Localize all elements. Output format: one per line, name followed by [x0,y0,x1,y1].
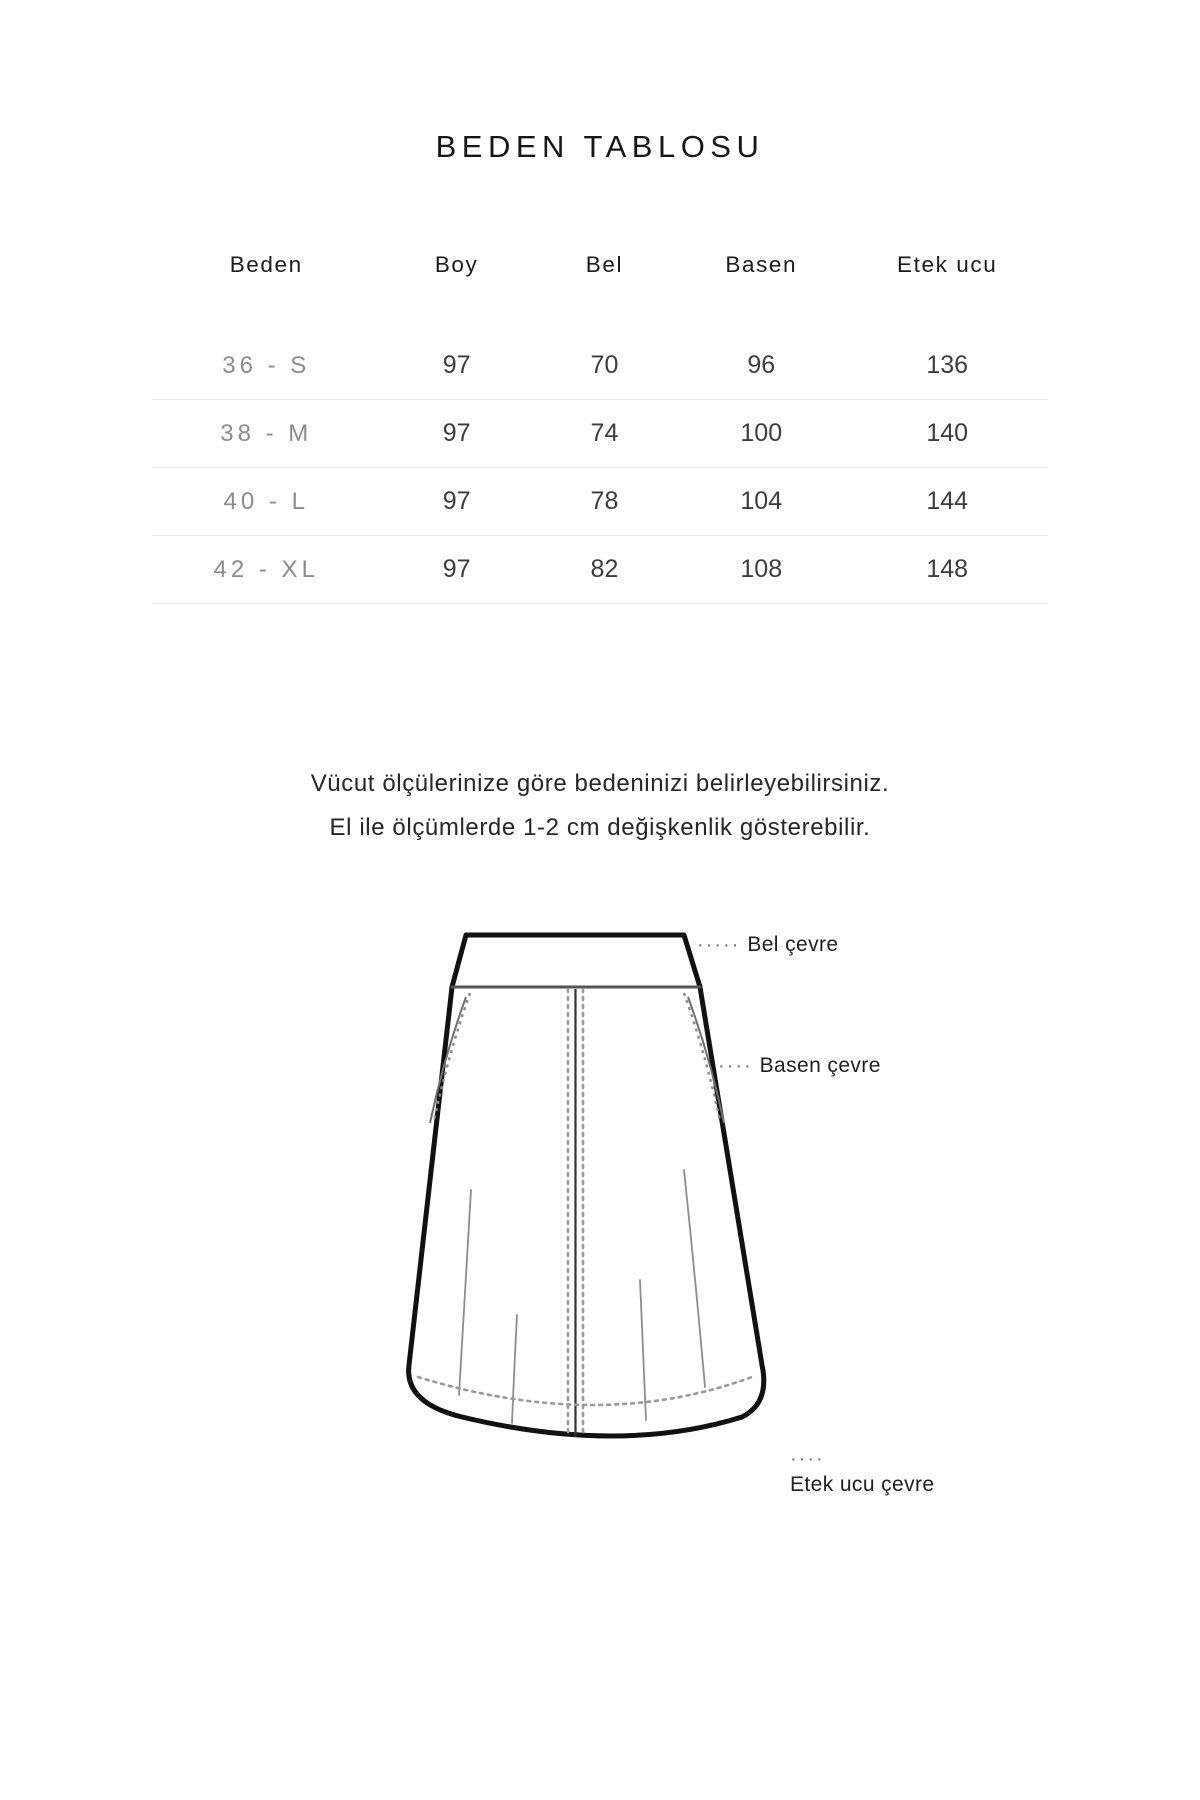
size-table [152,252,1048,604]
cell-beden: 38 - M [152,400,380,468]
cell-beden: 40 - L [152,468,380,536]
cell-basen: 108 [676,536,846,604]
cell-boy: 97 [380,400,532,468]
callout-label-etek-ucu: Etek ucu çevre [790,1473,935,1496]
table-row [152,332,1048,400]
column-header-etek-ucu: Etek ucu [897,252,998,277]
cell-etek-ucu: 148 [846,536,1048,604]
callout-basen-cevre [718,1054,881,1078]
table-row [152,400,1048,468]
skirt-technical-drawing [0,925,1200,1525]
note-line-1: Vücut ölçülerinize göre bedeninizi belirleyebilirsiniz. [310,770,890,797]
table-header-row [152,252,1048,332]
column-header-boy: Boy [434,252,479,277]
table-header [152,252,1048,332]
callout-label-bel: Bel çevre [747,933,839,956]
column-header-bel: Bel [585,252,624,277]
skirt-illustration [0,925,1200,1525]
cell-bel: 70 [533,332,676,400]
column-header-beden: Beden [229,252,303,277]
cell-basen: 96 [676,332,846,400]
size-table-container [152,252,1048,604]
leader-dots-icon: ···· [718,1055,753,1077]
cell-beden: 36 - S [152,332,380,400]
page-title: BEDEN TABLOSU [435,128,765,164]
drape-line-3 [640,1280,646,1420]
left-pocket-stitch [434,993,470,1121]
table-row [152,468,1048,536]
cell-boy: 97 [380,536,532,604]
cell-boy: 97 [380,468,532,536]
callout-bel-cevre [697,933,838,957]
table-row [152,536,1048,604]
cell-etek-ucu: 144 [846,468,1048,536]
leader-dots-icon: ····· [697,934,741,956]
cell-etek-ucu: 136 [846,332,1048,400]
measurement-note [0,770,1200,858]
drape-line-1 [459,1190,471,1395]
column-header-basen: Basen [725,252,798,277]
hem-stitch-line [418,1377,752,1405]
table-body [152,332,1048,604]
callout-etek-ucu-cevre [790,1448,935,1497]
cell-bel: 78 [533,468,676,536]
cell-beden: 42 - XL [152,536,380,604]
cell-basen: 104 [676,468,846,536]
cell-bel: 74 [533,400,676,468]
drape-line-4 [684,1170,705,1387]
drape-line-2 [512,1315,517,1423]
cell-etek-ucu: 140 [846,400,1048,468]
cell-basen: 100 [676,400,846,468]
cell-boy: 97 [380,332,532,400]
note-line-2: El ile ölçümlerde 1-2 cm değişkenlik gösterebilir. [329,814,871,841]
cell-bel: 82 [533,536,676,604]
callout-label-basen: Basen çevre [759,1054,881,1077]
leader-dots-icon: ···· [790,1448,825,1470]
